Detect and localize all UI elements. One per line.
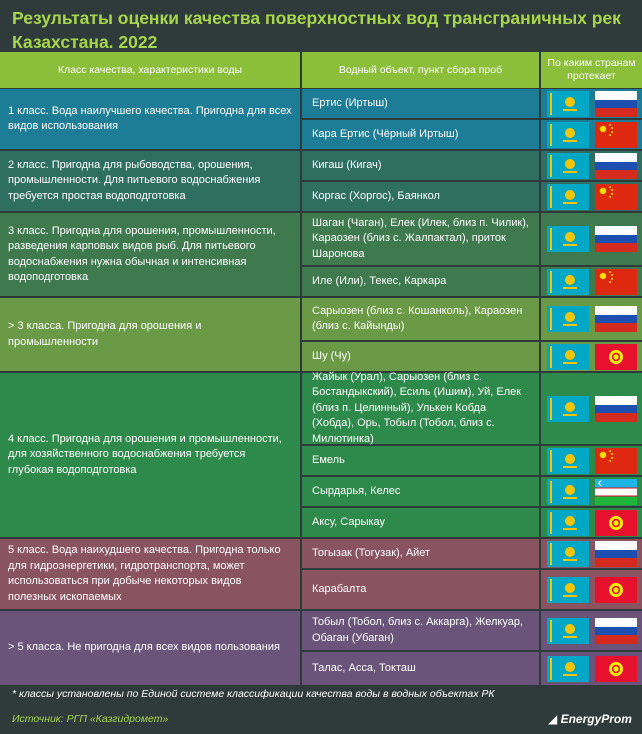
kyrgyzstan-flag-icon	[595, 344, 637, 370]
kazakhstan-flag-icon	[547, 448, 589, 474]
footnote: * классы установлены по Единой системе классификации качества воды в водных объектах РК	[12, 688, 495, 700]
countries-cell	[541, 652, 642, 685]
countries-cell	[541, 120, 642, 149]
water-object-cell: Емель	[302, 446, 539, 475]
kazakhstan-flag-icon	[547, 479, 589, 505]
quality-class-cell: 1 класс. Вода наилучшего качества. Пригодна для всех видов использования	[0, 89, 300, 149]
water-object-cell: Кара Ертис (Чёрный Иртыш)	[302, 120, 539, 149]
logo-icon: ◢	[548, 712, 558, 726]
kazakhstan-flag-icon	[547, 656, 589, 682]
quality-class-cell: 5 класс. Вода наихудшего качества. Пригодна только для гидроэнергетики, гидротранспорта, может использоваться при добыче некоторых видов полезных ископаемых	[0, 539, 300, 609]
water-object-cell: Ертис (Иртыш)	[302, 89, 539, 118]
countries-cell	[541, 298, 642, 340]
quality-class-cell: 3 класс. Пригодна для орошения, промышленности, разведения карповых видов рыб. Для питьевого водоснабжения нужна обычная и интенсивная водоподготовка	[0, 213, 300, 296]
kazakhstan-flag-icon	[547, 618, 589, 644]
water-object-cell: Иле (Или), Текес, Каркара	[302, 267, 539, 296]
kazakhstan-flag-icon	[547, 184, 589, 210]
quality-class-cell: 2 класс. Пригодна для рыбоводства, орошения, промышленности. Для питьевого водоснабжения требуется простая водоподготовка	[0, 151, 300, 211]
countries-cell	[541, 611, 642, 650]
energyprom-logo	[548, 712, 632, 726]
water-object-cell: Карабалта	[302, 570, 539, 609]
countries-cell	[541, 182, 642, 211]
kazakhstan-flag-icon	[547, 91, 589, 117]
water-object-cell: Аксу, Сарыкау	[302, 508, 539, 537]
russia-flag-icon	[595, 396, 637, 422]
countries-cell	[541, 373, 642, 444]
russia-flag-icon	[595, 226, 637, 252]
china-flag-icon	[595, 448, 637, 474]
water-object-cell: Тогызак (Тогузак), Айет	[302, 539, 539, 568]
water-object-cell: Жайык (Урал), Сарыозен (близ с. Бостандыкский), Есиль (Ишим), Уй, Елек (близ п. Целинный), Улькен Кобда (Хобда), Орь, Тобыл (Тобол, близ с. Милютинка)	[302, 373, 539, 444]
china-flag-icon	[595, 269, 637, 295]
countries-cell	[541, 213, 642, 265]
kyrgyzstan-flag-icon	[595, 656, 637, 682]
kazakhstan-flag-icon	[547, 153, 589, 179]
russia-flag-icon	[595, 541, 637, 567]
kazakhstan-flag-icon	[547, 269, 589, 295]
water-object-cell: Талас, Асса, Токташ	[302, 652, 539, 685]
kazakhstan-flag-icon	[547, 122, 589, 148]
countries-cell	[541, 446, 642, 475]
kazakhstan-flag-icon	[547, 577, 589, 603]
quality-class-cell: 4 класс. Пригодна для орошения и промышленности, для хозяйственного водоснабжения требуется глубокая водоподготовка	[0, 373, 300, 537]
water-object-cell: Сарыозен (близ с. Кошанколь), Караозен (близ с. Кайынды)	[302, 298, 539, 340]
uzbekistan-flag-icon	[595, 479, 637, 505]
china-flag-icon	[595, 122, 637, 148]
water-object-cell: Тобыл (Тобол, близ с. Аккарга), Желкуар, Обаган (Убаган)	[302, 611, 539, 650]
kazakhstan-flag-icon	[547, 306, 589, 332]
kazakhstan-flag-icon	[547, 541, 589, 567]
russia-flag-icon	[595, 618, 637, 644]
kyrgyzstan-flag-icon	[595, 577, 637, 603]
water-object-cell: Шаган (Чаган), Елек (Илек, близ п. Чилик), Караозен (близ с. Жалпактал), приток Шаронова	[302, 213, 539, 265]
kazakhstan-flag-icon	[547, 510, 589, 536]
water-object-cell: Шу (Чу)	[302, 342, 539, 371]
page-title: Результаты оценки качества поверхностных вод трансграничных рек Казахстана. 2022	[12, 8, 621, 52]
countries-cell	[541, 508, 642, 537]
kazakhstan-flag-icon	[547, 344, 589, 370]
countries-cell	[541, 477, 642, 506]
countries-cell	[541, 89, 642, 118]
russia-flag-icon	[595, 91, 637, 117]
kyrgyzstan-flag-icon	[595, 510, 637, 536]
water-object-cell: Сырдарья, Келес	[302, 477, 539, 506]
water-object-cell: Коргас (Хоргос), Баянкол	[302, 182, 539, 211]
header-countries: По каким странам протекает	[541, 52, 642, 88]
source: Источник: РГП «Казгидромет»	[12, 713, 169, 725]
logo-text: EnergyProm	[560, 712, 632, 726]
quality-class-cell: > 3 класса. Пригодна для орошения и промышленности	[0, 298, 300, 371]
header-water-object: Водный объект, пункт сбора проб	[302, 52, 539, 88]
russia-flag-icon	[595, 153, 637, 179]
countries-cell	[541, 267, 642, 296]
kazakhstan-flag-icon	[547, 226, 589, 252]
countries-cell	[541, 539, 642, 568]
header-quality-class: Класс качества, характеристики воды	[0, 52, 300, 88]
water-object-cell: Кигаш (Кигач)	[302, 151, 539, 180]
countries-cell	[541, 342, 642, 371]
countries-cell	[541, 570, 642, 609]
china-flag-icon	[595, 184, 637, 210]
quality-class-cell: > 5 класса. Не пригодна для всех видов пользования	[0, 611, 300, 685]
countries-cell	[541, 151, 642, 180]
kazakhstan-flag-icon	[547, 396, 589, 422]
russia-flag-icon	[595, 306, 637, 332]
